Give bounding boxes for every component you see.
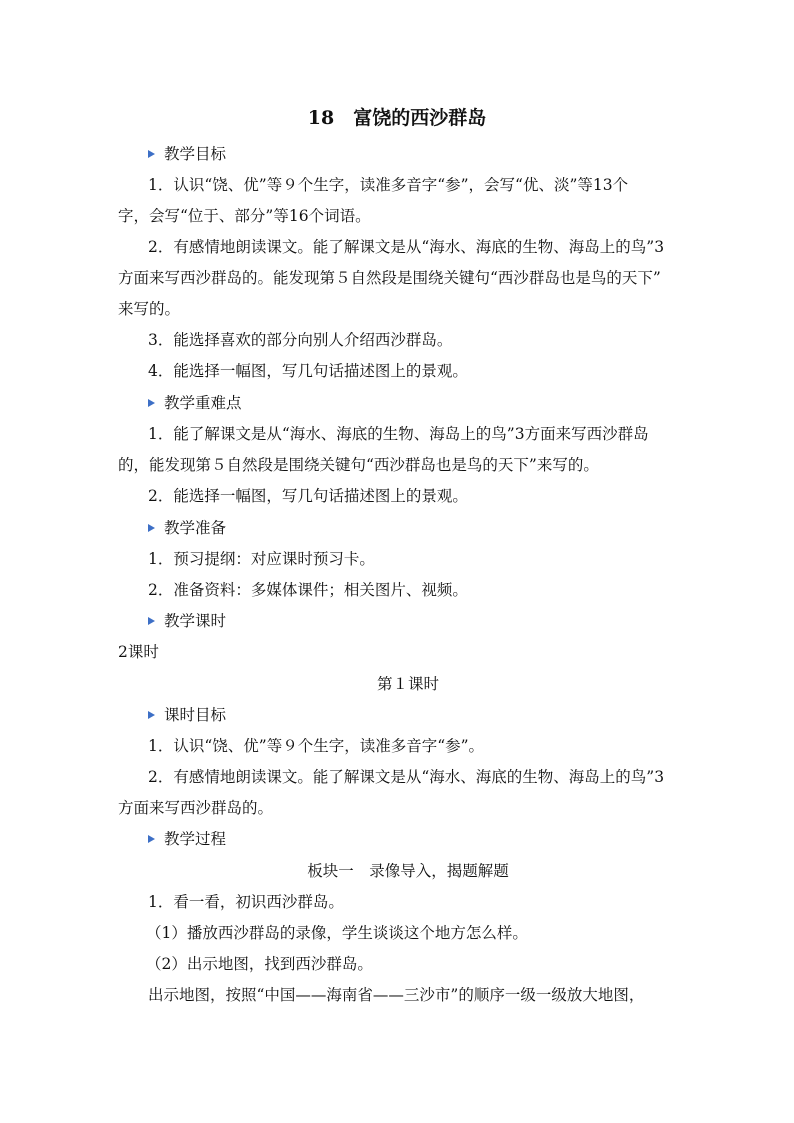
section-heading-label: 教学重难点 bbox=[164, 394, 242, 412]
triangle-bullet-icon bbox=[148, 835, 155, 843]
lesson-goal-line: 1．认识“饶、优”等９个生字，读准多音字“参”。 bbox=[148, 737, 485, 755]
block-title: 板块一 录像导入，揭题解题 bbox=[307, 862, 509, 880]
keypoint-line: 1．能了解课文是从“海水、海底的生物、海岛上的鸟”3方面来写西沙群岛 bbox=[148, 425, 649, 443]
keypoint-line: 2．能选择一幅图，写几句话描述图上的景观。 bbox=[148, 487, 468, 505]
section-heading-label: 课时目标 bbox=[164, 706, 227, 724]
section-heading-goals bbox=[148, 144, 728, 164]
goal-line: 方面来写西沙群岛的。能发现第５自然段是围绕关键句“西沙群岛也是鸟的天下” bbox=[118, 269, 661, 287]
triangle-bullet-icon bbox=[148, 524, 155, 532]
section-heading-lesson-goals bbox=[148, 705, 728, 725]
goal-line: 4．能选择一幅图，写几句话描述图上的景观。 bbox=[148, 362, 468, 380]
lesson-goal-line: 2．有感情地朗读课文。能了解课文是从“海水、海底的生物、海岛上的鸟”3 bbox=[148, 768, 665, 786]
goal-line: 2．有感情地朗读课文。能了解课文是从“海水、海底的生物、海岛上的鸟”3 bbox=[148, 238, 665, 256]
lesson-title: 第１课时 bbox=[376, 675, 439, 693]
section-heading-process bbox=[148, 829, 728, 849]
page-title: 18 富饶的西沙群岛 bbox=[307, 107, 487, 129]
section-heading-preparation bbox=[148, 518, 728, 538]
triangle-bullet-icon bbox=[148, 711, 155, 719]
lesson-goal-line: 方面来写西沙群岛的。 bbox=[118, 799, 274, 817]
process-line: （2）出示地图，找到西沙群岛。 bbox=[146, 955, 373, 973]
process-line: （1）播放西沙群岛的录像，学生谈谈这个地方怎么样。 bbox=[146, 924, 528, 942]
section-heading-keypoints bbox=[148, 393, 728, 413]
section-heading-label: 教学过程 bbox=[164, 830, 227, 848]
goal-line: 3．能选择喜欢的部分向别人介绍西沙群岛。 bbox=[148, 331, 453, 349]
triangle-bullet-icon bbox=[148, 150, 155, 158]
keypoint-line: 的，能发现第５自然段是围绕关键句“西沙群岛也是鸟的天下”来写的。 bbox=[118, 456, 599, 474]
goal-line: 1．认识“饶、优”等９个生字，读准多音字“参”，会写“优、淡”等13个 bbox=[148, 176, 629, 194]
triangle-bullet-icon bbox=[148, 399, 155, 407]
triangle-bullet-icon bbox=[148, 617, 155, 625]
periods-text: 2课时 bbox=[118, 643, 159, 661]
preparation-line: 1．预习提纲：对应课时预习卡。 bbox=[148, 550, 375, 568]
section-heading-periods bbox=[148, 611, 728, 631]
section-heading-label: 教学准备 bbox=[164, 519, 227, 537]
section-heading-label: 教学目标 bbox=[164, 145, 227, 163]
process-line: 出示地图，按照“中国——海南省——三沙市”的顺序一级一级放大地图， bbox=[148, 986, 645, 1004]
goal-line: 字，会写“位于、部分”等16个词语。 bbox=[118, 207, 371, 225]
goal-line: 来写的。 bbox=[118, 300, 181, 318]
process-line: 1．看一看，初识西沙群岛。 bbox=[148, 893, 344, 911]
section-heading-label: 教学课时 bbox=[164, 612, 227, 630]
preparation-line: 2．准备资料：多媒体课件；相关图片、视频。 bbox=[148, 581, 468, 599]
